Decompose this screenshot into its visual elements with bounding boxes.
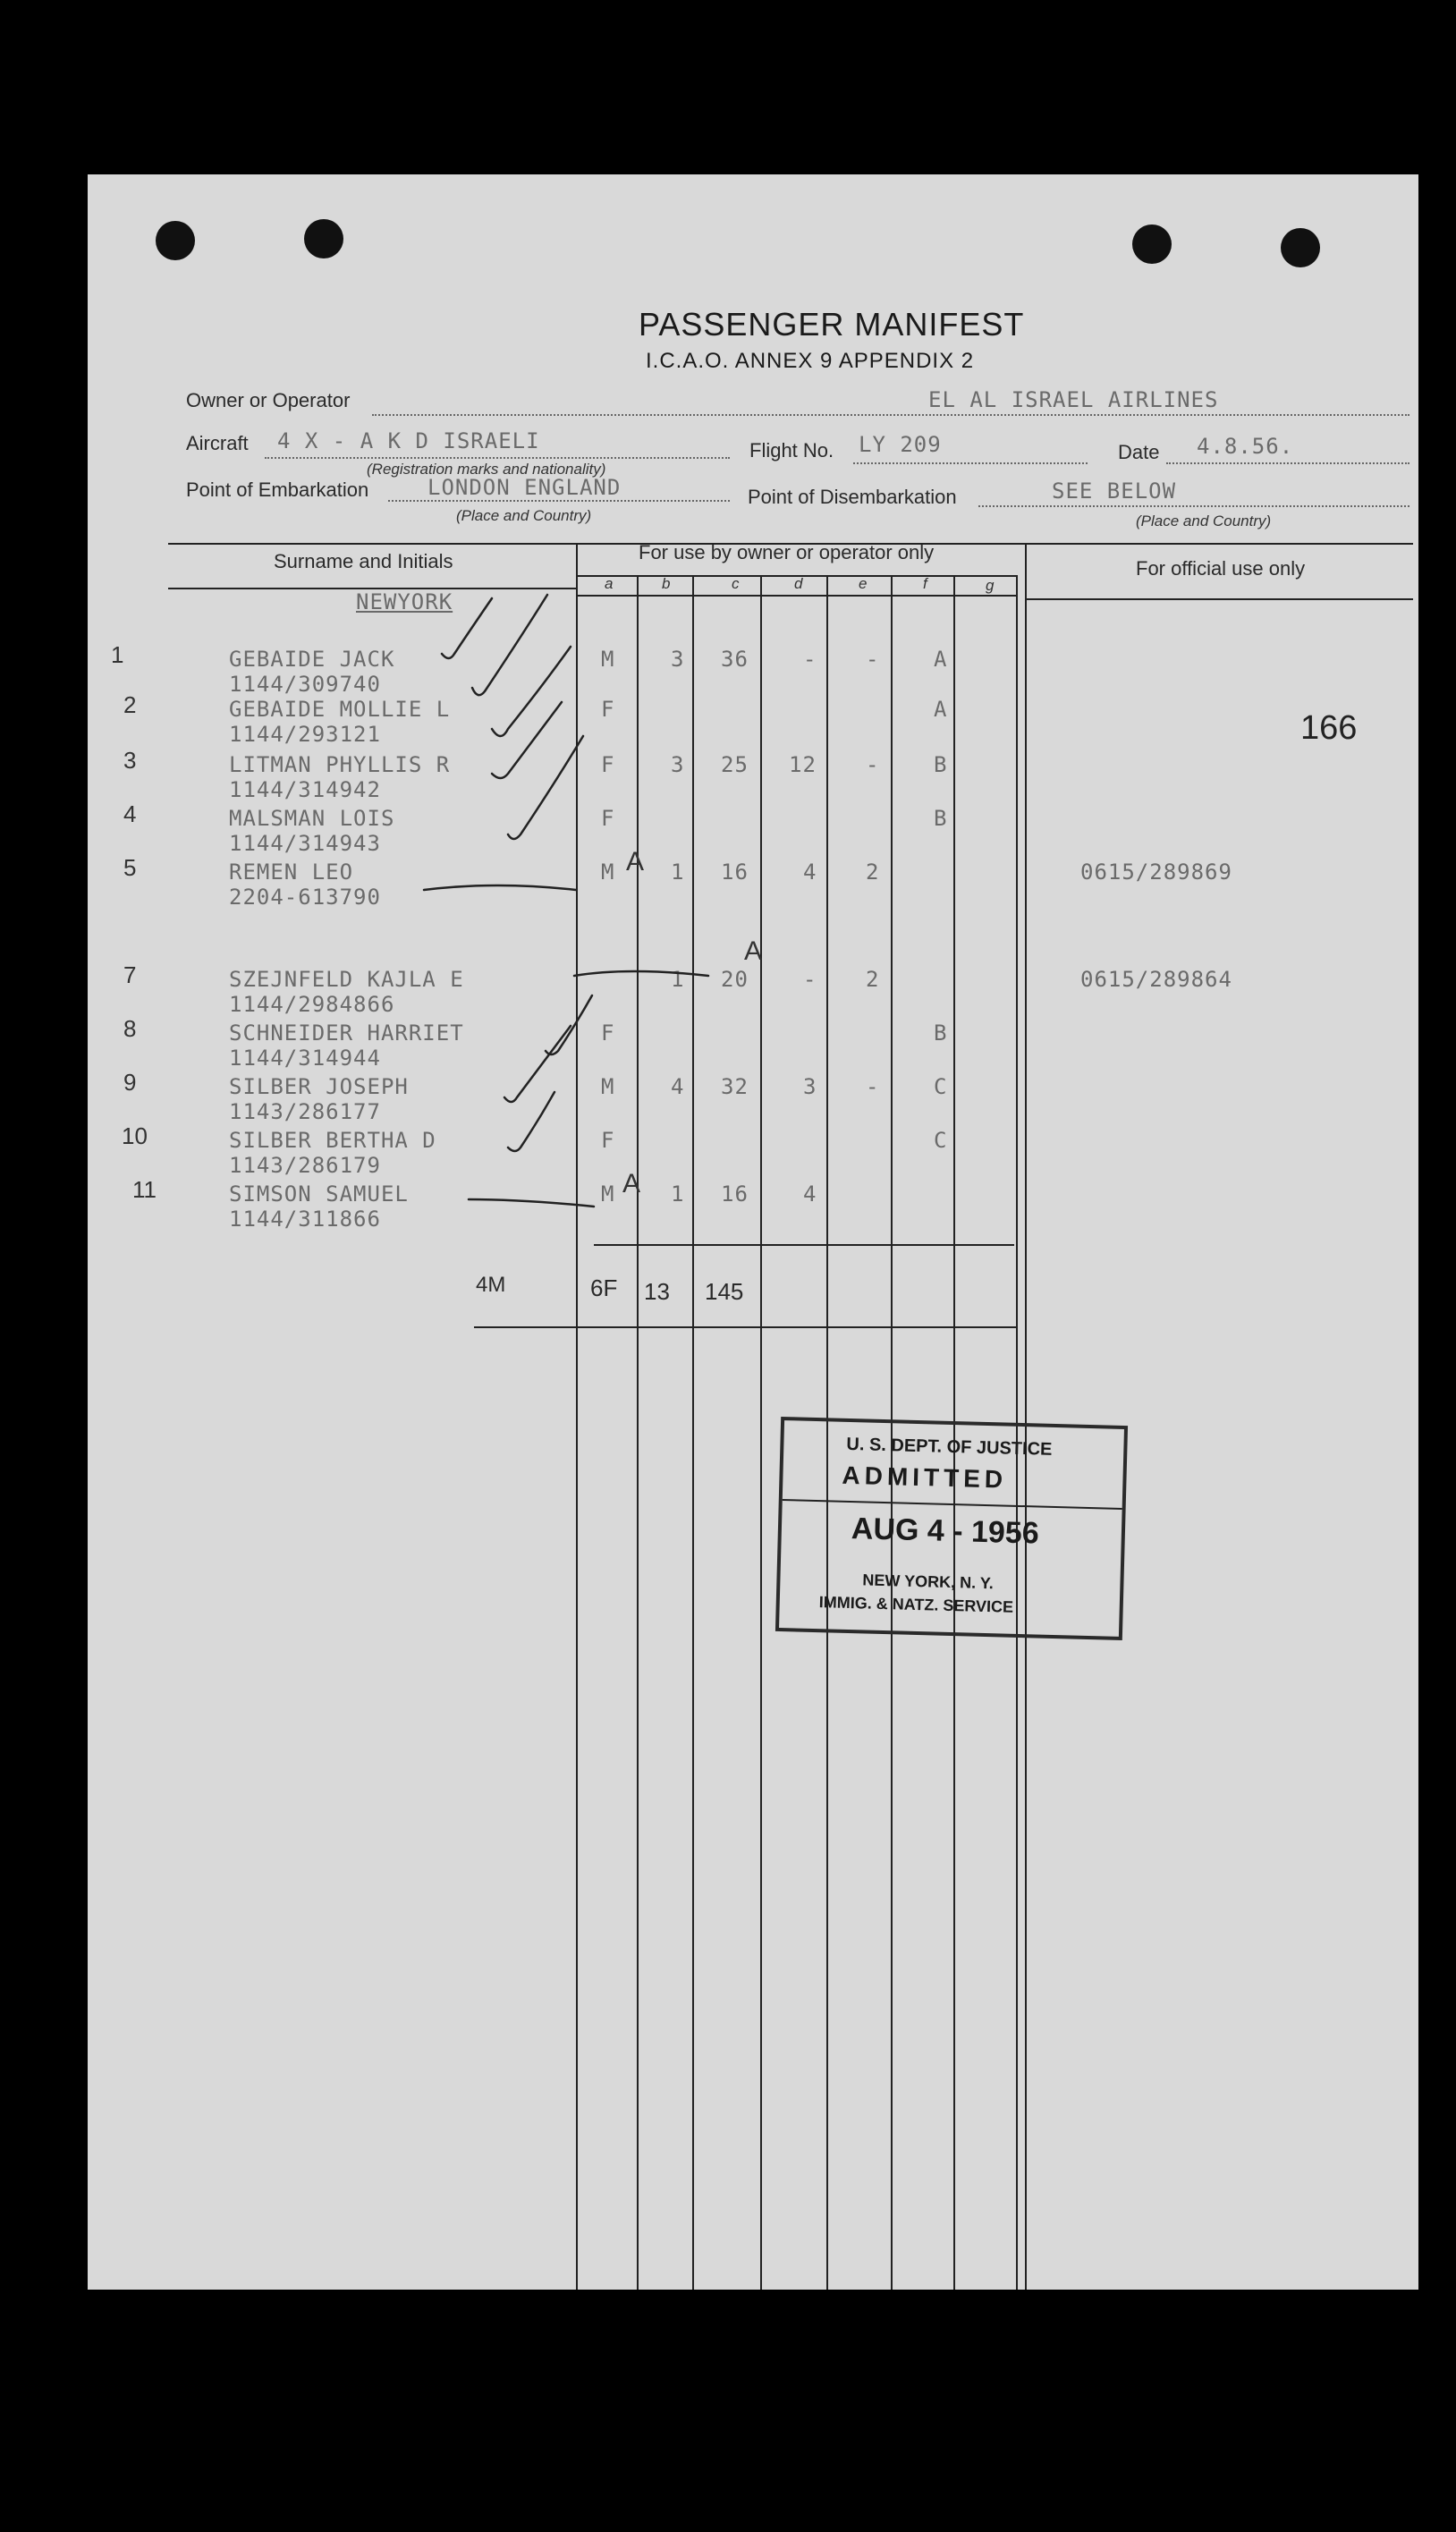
cell-d: 3 <box>803 1074 817 1099</box>
flight-label: Flight No. <box>749 439 834 462</box>
cell-d: 4 <box>803 860 817 885</box>
official-number: 0615/289864 <box>1080 967 1232 992</box>
subcol-f: f <box>923 575 927 592</box>
cell-e: 2 <box>866 967 880 992</box>
cell-e: - <box>866 752 880 777</box>
passenger-name: SILBER BERTHA D <box>229 1128 436 1153</box>
flight-value: LY 209 <box>859 432 942 457</box>
col-official-header: For official use only <box>1136 557 1306 580</box>
row-number: 9 <box>123 1069 137 1096</box>
date-label: Date <box>1118 441 1160 463</box>
subcol-a: a <box>605 575 614 592</box>
cell-f: C <box>934 1128 948 1153</box>
disembark-note: (Place and Country) <box>1136 512 1272 529</box>
passenger-name: LITMAN PHYLLIS R <box>229 752 451 777</box>
row-number: 5 <box>123 854 137 881</box>
disembark-value: SEE BELOW <box>1052 478 1177 504</box>
cell-d: - <box>803 647 817 672</box>
cell-c: 25 <box>721 752 749 777</box>
admitted-stamp <box>775 1417 1128 1640</box>
cell-b: 1 <box>671 967 685 992</box>
passenger-name: REMEN LEO <box>229 860 354 885</box>
subcol-c: c <box>732 575 740 592</box>
stamp-rule <box>783 1499 1122 1510</box>
cell-a: M <box>601 1074 615 1099</box>
passenger-name: SZEJNFELD KAJLA E <box>229 967 464 992</box>
cell-b: 1 <box>671 1181 685 1207</box>
row-number: 4 <box>123 800 137 827</box>
cell-f: A <box>934 697 948 722</box>
cell-d: 12 <box>789 752 817 777</box>
cell-f: B <box>934 806 948 831</box>
totals-c: 145 <box>705 1278 744 1305</box>
cell-e: - <box>866 647 880 672</box>
embark-value: LONDON ENGLAND <box>427 475 622 500</box>
totals-label: 4M <box>476 1273 506 1297</box>
totals-a: 6F <box>590 1274 618 1301</box>
cell-f: A <box>934 647 948 672</box>
cell-d: - <box>803 967 817 992</box>
cell-e: 2 <box>866 860 880 885</box>
page-number: 166 <box>1300 709 1358 747</box>
row-number: 11 <box>132 1176 157 1203</box>
cell-c: 32 <box>721 1074 749 1099</box>
passenger-doc: 1143/286177 <box>229 1099 381 1124</box>
passenger-doc: 1143/286179 <box>229 1153 381 1178</box>
passenger-name: GEBAIDE JACK <box>229 647 395 672</box>
embark-label: Point of Embarkation <box>186 478 369 501</box>
cell-a: M <box>601 860 615 885</box>
cell-f: B <box>934 752 948 777</box>
row-number: 2 <box>123 691 137 718</box>
stamp-line2: ADMITTED <box>842 1461 1008 1494</box>
aircraft-label: Aircraft <box>186 432 249 454</box>
cell-c: 36 <box>721 647 749 672</box>
cell-c: 16 <box>721 1181 749 1207</box>
stamp-line5: IMMIG. & NATZ. SERVICE <box>818 1593 1014 1616</box>
row-number: 10 <box>122 1122 148 1149</box>
check-stroke <box>504 1026 571 1102</box>
passenger-doc: 1144/2984866 <box>229 992 395 1017</box>
checkmark-icon <box>88 174 1418 1337</box>
owner-label: Owner or Operator <box>186 389 351 411</box>
manifest-subtitle: I.C.A.O. ANNEX 9 APPENDIX 2 <box>646 349 975 373</box>
manifest-sheet <box>88 174 1418 2290</box>
passenger-doc: 1144/314942 <box>229 777 381 802</box>
destination-label: NEWYORK <box>356 589 453 614</box>
totals-b: 13 <box>644 1278 670 1305</box>
handwritten-mark: A <box>622 1169 641 1198</box>
cell-a: F <box>601 697 615 722</box>
subcol-d: d <box>794 575 803 592</box>
check-stroke <box>442 598 492 658</box>
cell-b: 4 <box>671 1074 685 1099</box>
cell-d: 4 <box>803 1181 817 1207</box>
cell-a: F <box>601 806 615 831</box>
embark-note: (Place and Country) <box>456 507 592 524</box>
cell-b: 3 <box>671 752 685 777</box>
check-stroke <box>508 736 583 839</box>
dash-stroke <box>424 885 576 890</box>
cell-f: B <box>934 1020 948 1046</box>
passenger-name: SIMSON SAMUEL <box>229 1181 409 1207</box>
passenger-doc: 1144/309740 <box>229 672 381 697</box>
manifest-title: PASSENGER MANIFEST <box>639 306 1025 343</box>
stamp-line4: NEW YORK, N. Y. <box>862 1571 995 1593</box>
dash-stroke <box>574 971 708 976</box>
cell-a: F <box>601 1020 615 1046</box>
passenger-name: SCHNEIDER HARRIET <box>229 1020 464 1046</box>
check-stroke <box>546 995 592 1054</box>
row-number: 7 <box>123 961 137 988</box>
passenger-doc: 1144/311866 <box>229 1207 381 1232</box>
passenger-name: GEBAIDE MOLLIE L <box>229 697 451 722</box>
passenger-doc: 1144/314943 <box>229 831 381 856</box>
passenger-name: SILBER JOSEPH <box>229 1074 409 1099</box>
dash-stroke <box>469 1199 594 1207</box>
cell-a: M <box>601 1181 615 1207</box>
row-number: 1 <box>111 641 124 668</box>
cell-c: 20 <box>721 967 749 992</box>
owner-value: EL AL ISRAEL AIRLINES <box>928 387 1219 412</box>
official-number: 0615/289869 <box>1080 860 1232 885</box>
check-stroke <box>492 647 571 736</box>
cell-c: 16 <box>721 860 749 885</box>
cell-a: F <box>601 752 615 777</box>
subcol-g: g <box>986 577 995 594</box>
handwritten-mark: A <box>626 847 645 876</box>
cell-b: 3 <box>671 647 685 672</box>
stamp-line1: U. S. DEPT. OF JUSTICE <box>846 1434 1053 1460</box>
cell-e: - <box>866 1074 880 1099</box>
handwritten-mark: A <box>744 936 763 966</box>
cell-f: C <box>934 1074 948 1099</box>
passenger-doc: 2204-613790 <box>229 885 381 910</box>
check-stroke <box>492 702 562 778</box>
row-number: 3 <box>123 747 137 774</box>
row-number: 8 <box>123 1015 137 1042</box>
passenger-doc: 1144/314944 <box>229 1046 381 1071</box>
col-owner-header: For use by owner or operator only <box>639 541 935 563</box>
col-name-header: Surname and Initials <box>274 550 453 572</box>
subcol-b: b <box>662 575 671 592</box>
registration-note: (Registration marks and nationality) <box>367 461 606 478</box>
aircraft-value: 4 X - A K D ISRAELI <box>277 428 540 453</box>
cell-a: M <box>601 647 615 672</box>
date-value: 4.8.56. <box>1197 434 1294 459</box>
passenger-doc: 1144/293121 <box>229 722 381 747</box>
passenger-name: MALSMAN LOIS <box>229 806 395 831</box>
disembark-label: Point of Disembarkation <box>748 486 957 508</box>
cell-a: F <box>601 1128 615 1153</box>
cell-b: 1 <box>671 860 685 885</box>
stamp-line3: AUG 4 - 1956 <box>851 1512 1040 1551</box>
subcol-e: e <box>859 575 868 592</box>
